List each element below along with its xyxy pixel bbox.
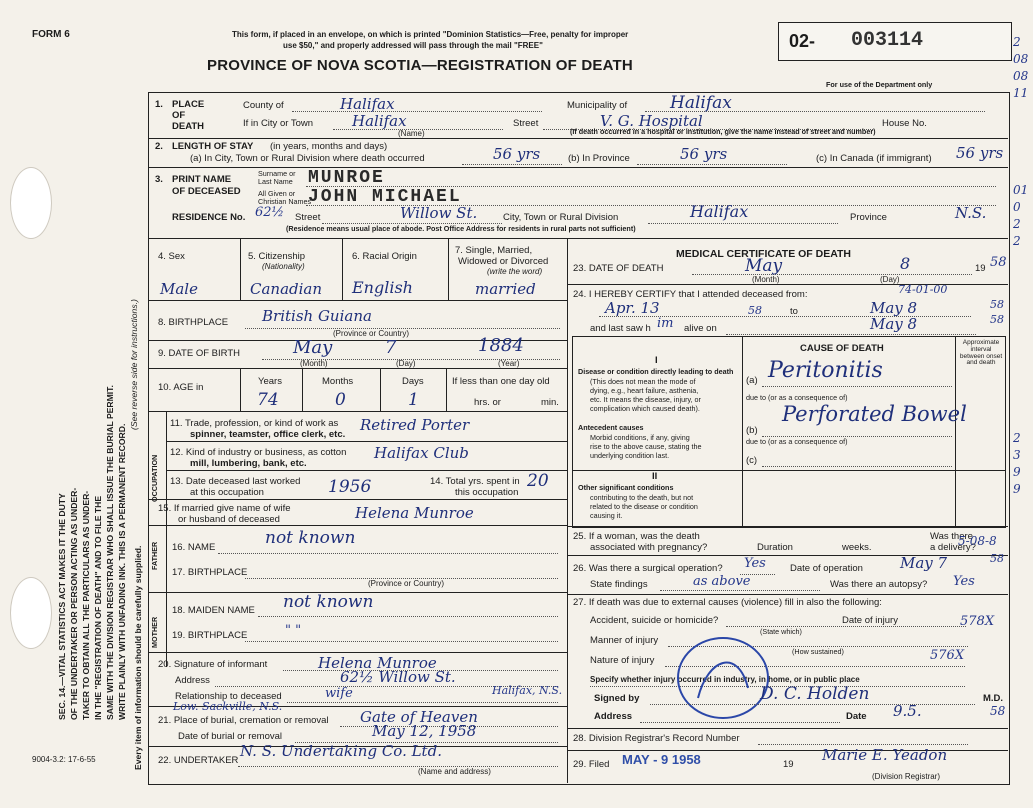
relationship-label: Relationship to deceased xyxy=(175,691,282,702)
given-names-label: All Given or xyxy=(258,189,296,198)
registration-number: 003114 xyxy=(851,29,924,52)
physician-address-label: Address xyxy=(594,711,633,722)
city-value: Halifax xyxy=(352,112,407,130)
informant-label: 20. Signature of informant xyxy=(158,659,268,670)
dob-year: 1884 xyxy=(478,335,524,356)
last-worked-label: 13. Date deceased last worked xyxy=(170,476,301,487)
item-number: 1. xyxy=(155,99,163,110)
underline xyxy=(258,616,558,617)
filed-year-prefix: 19 xyxy=(783,759,794,770)
birthplace-label: 8. BIRTHPLACE xyxy=(158,317,229,328)
length-of-stay-label: LENGTH OF STAY xyxy=(172,141,254,152)
father-name-value: not known xyxy=(265,528,356,548)
dob-month: May xyxy=(293,337,333,358)
day-sub: (Day) xyxy=(880,275,900,284)
attended-note: 74-01-00 xyxy=(898,283,948,296)
place-of-death-label: DEATH xyxy=(172,121,205,132)
stay-city-label: (a) In City, Town or Rural Division where death occurred xyxy=(190,153,425,164)
signed-date-label: Date xyxy=(846,711,867,722)
age-label: 10. AGE in xyxy=(158,382,204,393)
death-year: 58 xyxy=(990,255,1007,270)
house-label: House No. xyxy=(882,118,927,129)
margin-code: 2 xyxy=(1013,431,1021,445)
name-sub: (Name) xyxy=(398,129,425,138)
municipality-value: Halifax xyxy=(670,93,732,113)
day-sub: (Day) xyxy=(396,359,416,368)
surgery-value: Yes xyxy=(744,556,766,571)
punch-hole xyxy=(10,167,52,239)
divider xyxy=(148,167,1008,168)
residence-number: 62½ xyxy=(255,205,285,220)
cause-a-mark: (a) xyxy=(746,375,758,386)
physician-signature: D. C. Holden xyxy=(760,684,870,704)
divider xyxy=(148,411,567,412)
disease-label: (This does not mean the mode of xyxy=(590,377,696,386)
death-day: 8 xyxy=(900,254,911,273)
findings-value: as above xyxy=(693,574,751,589)
manner-label: Manner of injury xyxy=(590,635,659,646)
underline xyxy=(692,274,972,275)
attended-from-year: 58 xyxy=(748,304,762,317)
side-instruction-5: SAME WITH THE DIVISION REGISTRAR WHO SHALL ISSUE THE BURIAL PERMIT. xyxy=(105,385,115,720)
disease-label: complication which caused death). xyxy=(590,404,700,413)
surname-label: Last Name xyxy=(258,177,293,186)
undertaker-label: 22. UNDERTAKER xyxy=(158,755,239,766)
registration-number-box xyxy=(778,22,1012,61)
injury-date-label: Date of injury xyxy=(842,615,898,626)
registrar-sub: (Division Registrar) xyxy=(872,772,941,781)
margin-mark: 578X xyxy=(960,614,995,629)
length-of-stay-sub: (in years, months and days) xyxy=(270,141,388,152)
margin-code: 2 xyxy=(1013,234,1021,248)
side-instruction-3: TAKER TO OBTAIN ALL THE PARTICULARS AS UNDER- xyxy=(81,490,91,720)
how-sustained-sub: (How sustained) xyxy=(792,647,844,656)
side-instruction-7: (See reverse side for instructions.) xyxy=(129,299,139,430)
signed-date-value: 9.5. xyxy=(893,702,922,720)
occupation-side-label: OCCUPATION xyxy=(150,454,159,502)
residence-label: RESIDENCE No. xyxy=(172,212,246,223)
form-title: PROVINCE OF NOVA SCOTIA—REGISTRATION OF DEATH xyxy=(207,57,633,74)
divider xyxy=(166,470,567,471)
margin-code: 08 xyxy=(1013,69,1029,83)
side-instruction-6: WRITE PLAINLY WITH UNFADING INK. THIS IS A PERMANENT RECORD. xyxy=(117,423,127,720)
cause-c-mark: (c) xyxy=(746,455,758,466)
death-month: May xyxy=(745,256,783,276)
part-two-label: II xyxy=(652,471,658,482)
findings-label: State findings xyxy=(590,579,648,590)
envelope-notice-2: use $50," and properly addressed will pass through the mail "FREE" xyxy=(283,41,543,50)
surname-value: MUNROE xyxy=(308,168,385,188)
to-label: to xyxy=(790,306,798,317)
form-number: FORM 6 xyxy=(32,29,70,40)
divider xyxy=(166,525,167,667)
county-label: County of xyxy=(243,100,284,111)
citizenship-sub: (Nationality) xyxy=(262,262,305,271)
province-value: N.S. xyxy=(955,204,987,222)
informant-address-city: Halifax, N.S. xyxy=(492,684,563,697)
mother-side-label: MOTHER xyxy=(150,616,159,648)
stay-canada-value: 56 yrs xyxy=(956,144,1004,162)
side-instruction-8: Every item of information should be carefully supplied. xyxy=(133,545,143,770)
age-days-value: 1 xyxy=(408,390,419,410)
underline xyxy=(218,553,558,554)
operation-date-value: May 7 xyxy=(900,554,948,572)
burial-place-value: Gate of Heaven xyxy=(360,708,478,726)
registration-prefix: 02- xyxy=(789,31,816,51)
divider xyxy=(148,238,1008,239)
pregnancy-label: associated with pregnancy? xyxy=(590,542,708,553)
date-of-birth-label: 9. DATE OF BIRTH xyxy=(158,348,240,359)
margin-code: 2 xyxy=(1013,35,1021,49)
stay-canada-label: (c) In Canada (if immigrant) xyxy=(816,153,932,164)
divider xyxy=(166,441,567,442)
month-sub: (Month) xyxy=(752,275,780,284)
dept-use-label: For use of the Department only xyxy=(826,80,933,89)
age-months-label: Months xyxy=(322,376,354,387)
less-than-day-label: If less than one day old xyxy=(452,376,550,387)
hospital-note: (If death occurred in a hospital or institution, give the name instead of street and number) xyxy=(570,127,876,136)
sex-value: Male xyxy=(160,280,198,298)
form-code: 9004-3.2: 17-6-55 xyxy=(32,755,96,764)
father-birthplace-sub: (Province or Country) xyxy=(368,579,445,588)
sex-label: 4. Sex xyxy=(158,251,185,262)
residence-note: (Residence means usual place of abode. Post Office Address for residents in rural parts not sufficient) xyxy=(286,224,636,233)
total-years-label: 14. Total yrs. spent in xyxy=(430,476,520,487)
alive-on-year: 58 xyxy=(990,313,1004,326)
cause-a-value: Peritonitis xyxy=(768,358,883,383)
divider xyxy=(342,238,343,300)
birthplace-sub: (Province or Country) xyxy=(333,329,410,338)
spouse-label: 15. If married give name of wife xyxy=(158,503,291,514)
attended-from: Apr. 13 xyxy=(605,299,660,317)
name-of-deceased-label: OF DECEASED xyxy=(172,186,241,197)
mother-name-value: not known xyxy=(283,592,374,612)
divider xyxy=(567,526,1008,527)
registrar-number-label: 28. Division Registrar's Record Number xyxy=(573,733,740,744)
disease-label: Disease or condition directly leading to death xyxy=(578,367,734,376)
due-to-label: due to (or as a consequence of) xyxy=(746,393,848,402)
divider xyxy=(148,499,567,500)
cause-b-value: Perforated Bowel xyxy=(782,402,967,426)
envelope-notice: This form, if placed in an envelope, on which is printed "Dominion Statistics—Free, penalty for improper xyxy=(232,30,629,39)
underline xyxy=(640,722,840,723)
other-conditions-label: causing it. xyxy=(590,511,623,520)
mother-birthplace-value: " " xyxy=(285,623,302,638)
other-conditions-label: Other significant conditions xyxy=(578,483,674,492)
citizenship-value: Canadian xyxy=(250,280,323,298)
divider xyxy=(955,336,956,526)
underline xyxy=(245,641,558,642)
attended-to-year: 58 xyxy=(990,298,1004,311)
informant-address-label: Address xyxy=(175,675,210,686)
citizenship-label: 5. Citizenship xyxy=(248,251,306,262)
delivery-margin-mark: 5-08-8 xyxy=(958,534,997,548)
age-months-value: 0 xyxy=(335,390,346,410)
burial-place-label: 21. Place of burial, cremation or removal xyxy=(158,715,329,726)
spouse-value: Helena Munroe xyxy=(355,504,474,522)
divider xyxy=(148,138,1008,139)
margin-code: 08 xyxy=(1013,52,1029,66)
marital-status-value: married xyxy=(475,280,536,298)
underline xyxy=(462,164,562,165)
item-number: 2. xyxy=(155,141,163,152)
age-years-value: 74 xyxy=(257,390,279,410)
marital-status-sub: (write the word) xyxy=(487,267,543,276)
residence-city-label: City, Town or Rural Division xyxy=(503,212,619,223)
spouse-label: or husband of deceased xyxy=(178,514,280,525)
burial-location: Low. Sackville, N.S. xyxy=(173,700,283,713)
side-instruction-1: SEC. 14.—VITAL STATISTICS ACT MAKES IT THE DUTY xyxy=(57,493,67,720)
father-birthplace-label: 17. BIRTHPLACE xyxy=(172,567,248,578)
birthplace-value: British Guiana xyxy=(262,307,372,325)
place-of-death-label: OF xyxy=(172,110,186,121)
antecedent-label: Antecedent causes xyxy=(578,423,644,432)
md-label: M.D. xyxy=(983,693,1004,704)
cause-b-mark: (b) xyxy=(746,425,758,436)
mother-name-label: 18. MAIDEN NAME xyxy=(172,605,255,616)
divider xyxy=(302,368,303,411)
alive-on-label: alive on xyxy=(684,323,717,334)
father-name-label: 16. NAME xyxy=(172,542,216,553)
underline xyxy=(648,223,838,224)
trade-label: 11. Trade, profession, or kind of work as xyxy=(170,418,339,429)
signed-year: 58 xyxy=(990,704,1006,718)
racial-origin-value: English xyxy=(352,278,413,297)
autopsy-value: Yes xyxy=(953,574,975,589)
dob-day: 7 xyxy=(385,337,397,358)
last-worked-value: 1956 xyxy=(328,477,372,497)
relationship-value: wife xyxy=(325,686,353,701)
antecedent-label: Morbid conditions, if any, giving xyxy=(590,433,690,442)
cause-of-death-heading: CAUSE OF DEATH xyxy=(800,343,884,354)
residence-city-value: Halifax xyxy=(690,202,749,221)
nature-label: Nature of injury xyxy=(590,655,655,666)
stay-province-value: 56 yrs xyxy=(680,145,728,163)
municipality-label: Municipality of xyxy=(567,100,628,111)
operation-date-label: Date of operation xyxy=(790,563,863,574)
month-sub: (Month) xyxy=(300,359,328,368)
total-years-label: this occupation xyxy=(455,487,519,498)
divider xyxy=(148,300,567,301)
undertaker-sub: (Name and address) xyxy=(418,767,491,776)
burial-date-value: May 12, 1958 xyxy=(372,722,477,740)
underline xyxy=(287,702,558,703)
divider xyxy=(240,238,241,300)
marital-status-label: Widowed or Divorced xyxy=(458,256,549,267)
trade-value: Retired Porter xyxy=(360,416,470,434)
divider xyxy=(572,470,1006,471)
underline xyxy=(238,766,558,767)
last-saw-value: im xyxy=(657,316,674,331)
underline xyxy=(650,704,975,705)
hrs-label: hrs. or xyxy=(474,397,501,408)
surname-label: Surname or xyxy=(258,169,296,178)
antecedent-label: underlying condition last. xyxy=(590,451,670,460)
attended-to: May 8 xyxy=(870,299,918,317)
margin-mark: 576X xyxy=(930,648,965,663)
interval-label: Approximate interval between onset and death xyxy=(959,339,1003,367)
margin-code: 3 xyxy=(1013,448,1021,462)
racial-origin-label: 6. Racial Origin xyxy=(352,251,417,262)
underline xyxy=(660,590,820,591)
total-years-value: 20 xyxy=(527,471,549,491)
registrar-signature: Marie E. Yeadon xyxy=(822,746,948,764)
external-causes-label: 27. If death was due to external causes (violence) fill in also the following: xyxy=(573,597,882,608)
date-of-death-label: 23. DATE OF DEATH xyxy=(573,263,664,274)
county-value: Halifax xyxy=(340,95,395,113)
state-which-sub: (State which) xyxy=(760,627,802,636)
informant-signature: Helena Munroe xyxy=(318,654,437,672)
item-number: 3. xyxy=(155,174,163,185)
divider xyxy=(148,652,567,653)
given-names-label: Christian Names xyxy=(258,197,312,206)
undertaker-value: N. S. Undertaking Co. Ltd. xyxy=(240,742,442,760)
province-label: Province xyxy=(850,212,887,223)
stay-city-value: 56 yrs xyxy=(493,145,541,163)
last-worked-label: at this occupation xyxy=(190,487,264,498)
margin-codes xyxy=(1013,34,1033,498)
marital-status-label: 7. Single, Married, xyxy=(455,245,533,256)
physician-signature-mark xyxy=(668,628,778,728)
residence-street-value: Willow St. xyxy=(400,204,478,222)
disease-label: dying, e.g., heart failure, asthenia, xyxy=(590,386,699,395)
margin-code: 01 xyxy=(1013,183,1029,197)
disease-label: etc. It means the disease, injury, or xyxy=(590,395,701,404)
duration-label: Duration xyxy=(757,542,793,553)
delivery-label: a delivery? xyxy=(930,542,976,553)
margin-code: 11 xyxy=(1013,86,1029,100)
signed-by-label: Signed by xyxy=(594,693,640,704)
alive-on-value: May 8 xyxy=(870,315,918,333)
specify-label: Specify whether injury occurred in industry, in home, or in public place xyxy=(590,675,860,684)
surgery-label: 26. Was there a surgical operation? xyxy=(573,563,723,574)
due-to-label: due to (or as a consequence of) xyxy=(746,437,848,446)
margin-code: 0 xyxy=(1013,200,1021,214)
margin-code: 9 xyxy=(1013,482,1021,496)
trade-label: spinner, teamster, office clerk, etc. xyxy=(190,429,346,440)
certify-label: 24. I HEREBY CERTIFY that I attended deceased from: xyxy=(573,289,808,300)
accident-label: Accident, suicide or homicide? xyxy=(590,615,719,626)
street-label: Street xyxy=(513,118,539,129)
age-days-label: Days xyxy=(402,376,424,387)
underline xyxy=(758,744,968,745)
industry-label: mill, lumbering, bank, etc. xyxy=(190,458,307,469)
place-of-death-label: PLACE xyxy=(172,99,205,110)
delivery-label: Was there xyxy=(930,531,973,542)
divider xyxy=(567,728,1008,729)
last-saw-label: and last saw h xyxy=(590,323,651,334)
part-one-label: I xyxy=(655,355,658,366)
medical-certificate-heading: MEDICAL CERTIFICATE OF DEATH xyxy=(676,248,851,260)
underline xyxy=(762,386,952,387)
min-label: min. xyxy=(541,397,559,408)
street-value: V. G. Hospital xyxy=(600,112,703,130)
industry-value: Halifax Club xyxy=(374,444,469,462)
underline xyxy=(637,164,787,165)
mother-birthplace-label: 19. BIRTHPLACE xyxy=(172,630,248,641)
margin-code: 9 xyxy=(1013,465,1021,479)
informant-address-value: 62½ Willow St. xyxy=(340,668,456,686)
residence-street-label: Street xyxy=(295,212,321,223)
burial-date-label: Date of burial or removal xyxy=(178,731,283,742)
father-side-label: FATHER xyxy=(150,541,159,570)
weeks-label: weeks. xyxy=(842,542,872,553)
divider xyxy=(148,525,567,526)
divider xyxy=(448,238,449,300)
antecedent-label: rise to the above cause, stating the xyxy=(590,442,702,451)
underline xyxy=(726,334,976,335)
filed-label: 29. Filed xyxy=(573,759,610,770)
city-label: If in City or Town xyxy=(243,118,314,129)
pregnancy-label: 25. If a woman, was the death xyxy=(573,531,700,542)
name-of-deceased-label: PRINT NAME xyxy=(172,174,232,185)
side-instruction-4: IN THE "REGISTRATION OF DEATH" AND TO FILE THE xyxy=(93,495,103,720)
autopsy-label: Was there an autopsy? xyxy=(830,579,928,590)
filed-date-stamp: MAY - 9 1958 xyxy=(622,752,701,767)
center-divider xyxy=(567,238,568,783)
side-instruction-2: OF THE UNDERTAKER OR PERSON ACTING AS UNDER- xyxy=(69,487,79,720)
divider xyxy=(240,368,241,411)
operation-year: 58 xyxy=(990,552,1004,565)
other-conditions-label: contributing to the death, but not xyxy=(590,493,694,502)
underline xyxy=(762,466,952,467)
divider xyxy=(446,368,447,411)
industry-label: 12. Kind of industry or business, as cotton xyxy=(170,447,347,458)
given-names-value: JOHN MICHAEL xyxy=(308,187,462,207)
age-years-label: Years xyxy=(258,376,282,387)
divider xyxy=(742,336,743,526)
margin-code: 2 xyxy=(1013,217,1021,231)
stay-province-label: (b) In Province xyxy=(568,153,630,164)
divider xyxy=(380,368,381,411)
underline xyxy=(292,111,542,112)
death-year-prefix: 19 xyxy=(975,263,986,274)
year-sub: (Year) xyxy=(498,359,520,368)
divider xyxy=(567,594,1008,595)
punch-hole xyxy=(10,577,52,649)
divider xyxy=(148,368,567,369)
other-conditions-label: related to the disease or condition xyxy=(590,502,698,511)
